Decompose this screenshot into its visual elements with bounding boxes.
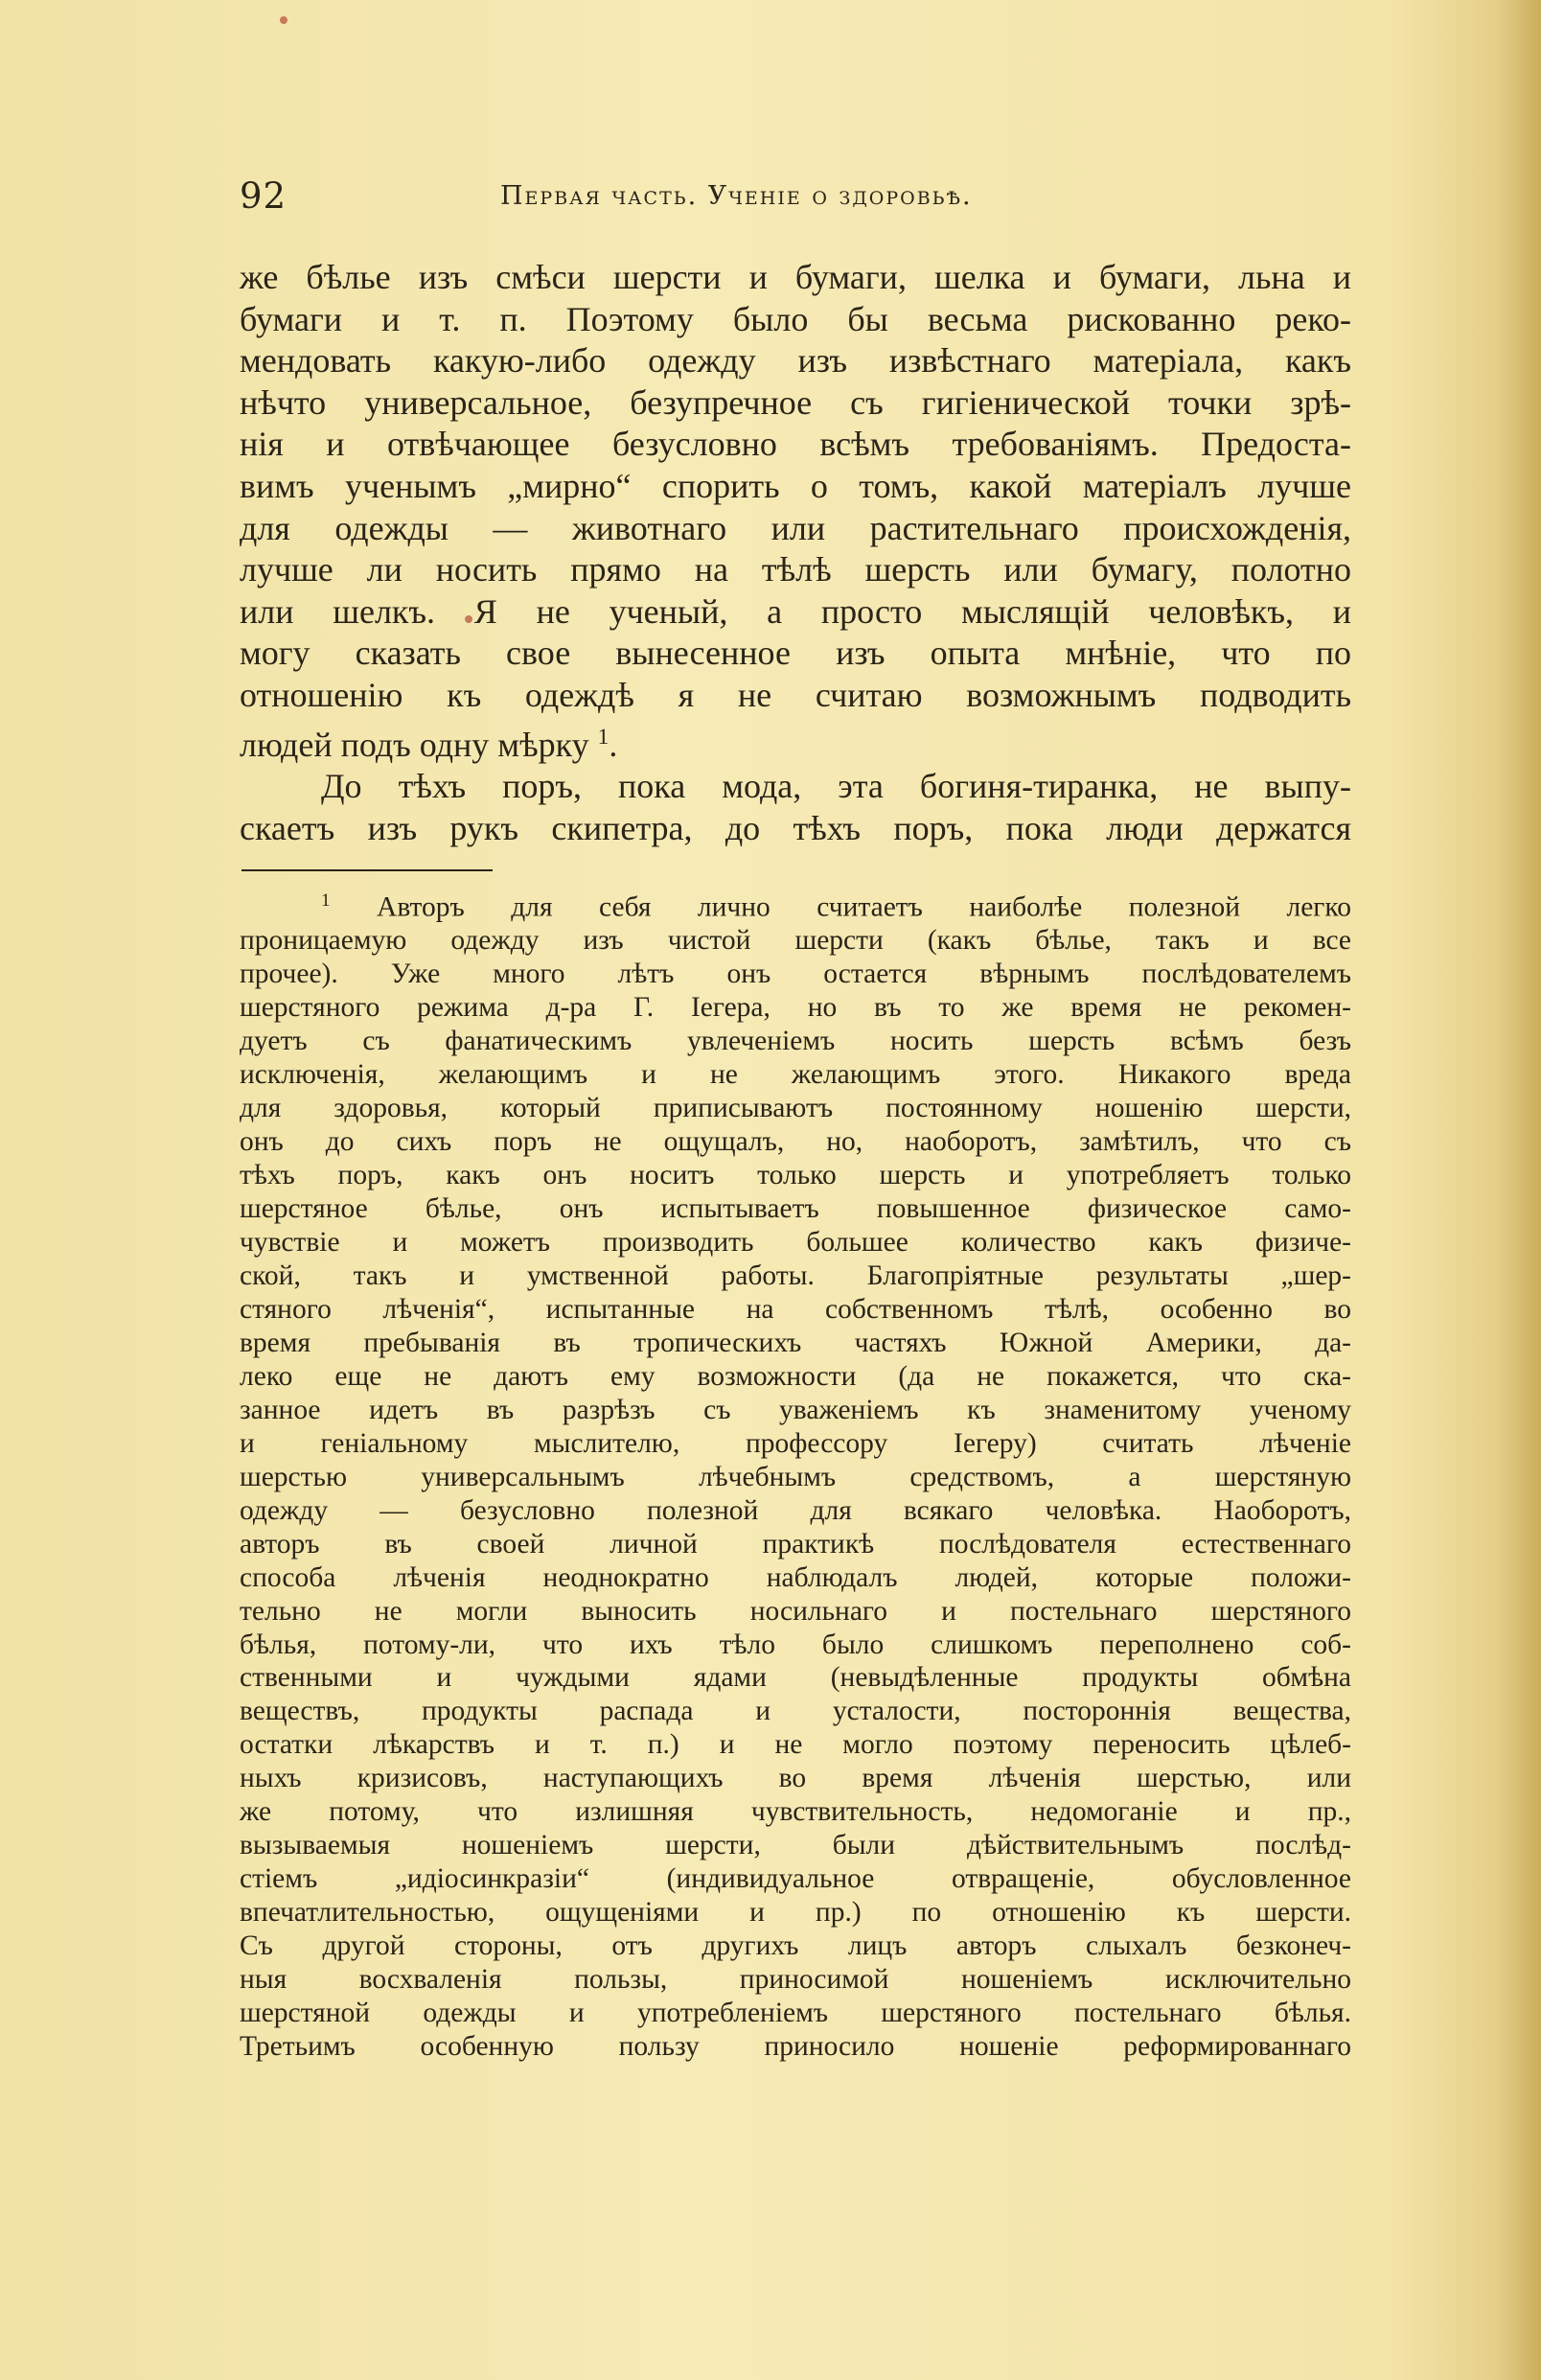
text-line-content: людей подъ одну мѣрку (240, 725, 589, 764)
footnote-line: шерстью универсальнымъ лѣчебнымъ средствомъ, а шерстяную (240, 1461, 1351, 1492)
page-blemish (280, 16, 288, 24)
footnote-line: шерстяной одежды и употребленіемъ шерстяного постельнаго бѣлья. (240, 1997, 1351, 2028)
footnote-line: Съ другой стороны, отъ другихъ лицъ авторъ слыхалъ безконеч- (240, 1930, 1351, 1962)
footnote-line: Третьимъ особенную пользу приносило ношеніе реформированнаго (240, 2030, 1351, 2062)
text-line: лучше ли носить прямо на тѣлѣ шерсть или бумагу, полотно (240, 550, 1351, 589)
text-line: мендовать какую-либо одежду изъ извѣстнаго матеріала, какъ (240, 341, 1351, 381)
footnote-line: одежду — безусловно полезной для всякаго человѣка. Наоборотъ, (240, 1494, 1351, 1526)
footnote-line: бѣлья, потому-ли, что ихъ тѣло было слишкомъ переполнено соб- (240, 1629, 1351, 1660)
text-line: вимъ ученымъ „мирно“ спорить о томъ, какой матеріалъ лучше (240, 466, 1351, 505)
text-line: До тѣхъ поръ, пока мода, эта богиня-тиранка, не выпу- (321, 766, 1351, 805)
footnote-line: стіемъ „идіосинкразіи“ (индивидуальное отвращеніе, обусловленное (240, 1863, 1351, 1895)
text-line: нѣчто универсальное, безупречное съ гигіенической точки зрѣ- (240, 382, 1351, 422)
page-number: 92 (240, 175, 288, 217)
footnote-line: леко еще не даютъ ему возможности (да не покажется, что ска- (240, 1360, 1351, 1392)
footnote-line: тельно не могли выносить носильнаго и постельнаго шерстяного (240, 1595, 1351, 1627)
footnote-line: исключенія, желающимъ и не желающимъ этого. Никакого вреда (240, 1059, 1351, 1091)
text-line-with-note-ref: людей подъ одну мѣрку $^1$. (240, 724, 618, 764)
text-line: бумаги и т. п. Поэтому было бы весьма рискованно реко- (240, 299, 1351, 338)
footnote-line: чувствіе и можетъ производить большее количество какъ физиче- (240, 1227, 1351, 1259)
footnote (240, 885, 1351, 2064)
text-line: или шелкъ. Я не ученый, а просто мыслящій человѣкъ, и (240, 591, 1351, 631)
footnote-line: время пребыванія въ тропическихъ частяхъ Южной Америки, да- (240, 1327, 1351, 1358)
footnote-line: ской, такъ и умственной работы. Благопріятные результаты „шер- (240, 1260, 1351, 1292)
page-header (240, 175, 1351, 223)
footnote-line: ныя восхваленія пользы, приносимой ношеніемъ исключительно (240, 1964, 1351, 1996)
footnote-line: проницаемую одежду изъ чистой шерсти (какъ бѣлье, такъ и все (240, 925, 1351, 957)
footnote-line: шерстяного режима д-ра Г. Іегера, но въ то же время не рекомен- (240, 992, 1351, 1024)
footnote-line: впечатлительностью, ощущеніями и пр.) по отношенію къ шерсти. (240, 1897, 1351, 1929)
footnote-line-content: Авторъ для себя лично считаетъ наиболѣе полезной легко (377, 891, 1351, 923)
footnote-line: для здоровья, который приписываютъ постоянному ношенію шерсти, (240, 1093, 1351, 1124)
footnote-line: авторъ въ своей личной практикѣ послѣдователя естественнаго (240, 1528, 1351, 1560)
footnote-line: шерстяное бѣлье, онъ испытываетъ повышенное физическое само- (240, 1193, 1351, 1225)
footnote-separator (242, 869, 493, 871)
footnote-line: онъ до сихъ поръ не ощущалъ, но, наоборотъ, замѣтилъ, что съ (240, 1126, 1351, 1158)
text-line: скаетъ изъ рукъ скипетра, до тѣхъ поръ, пока люди держатся (240, 808, 1351, 847)
text-line: отношенію къ одеждѣ я не считаю возможнымъ подводить (240, 675, 1351, 714)
footnote-line: ныхъ кризисовъ, наступающихъ во время лѣченія шерстью, или (240, 1763, 1351, 1794)
footnote-line: вызываемыя ношеніемъ шерсти, были дѣйствительнымъ послѣд- (240, 1830, 1351, 1861)
footnote-line: ственными и чуждыми ядами (невыдѣленные продукты обмѣна (240, 1662, 1351, 1694)
text-line: же бѣлье изъ смѣси шерсти и бумаги, шелка и бумаги, льна и (240, 258, 1351, 296)
footnote-line: стяного лѣченія“, испытанные на собственномъ тѣлѣ, особенно во (240, 1293, 1351, 1325)
text-line: для одежды — животнаго или растительнаго происхожденія, (240, 508, 1351, 547)
running-head: Первая часть. Ученіе о здоровьѣ. (500, 181, 973, 211)
footnote-line: дуетъ съ фанатическимъ увлеченіемъ носить шерсть всѣмъ безъ (240, 1026, 1351, 1057)
footnote-line: прочее). Уже много лѣтъ онъ остается вѣрнымъ послѣдователемъ (240, 959, 1351, 990)
footnote-line: тѣхъ поръ, какъ онъ носитъ только шерсть и употребляетъ только (240, 1160, 1351, 1191)
footnote-reference: 1 (597, 724, 610, 750)
text-line: нія и отвѣчающее безусловно всѣмъ требованіямъ. Предоста- (240, 425, 1351, 464)
footnote-line: остатки лѣкарствъ и т. п.) и не могло поэтому переносить цѣлеб- (240, 1729, 1351, 1761)
text-line: могу сказать свое вынесенное изъ опыта мнѣніе, что по (240, 634, 1351, 673)
footnote-line: занное идетъ въ разрѣзъ съ уваженіемъ къ знаменитому ученому (240, 1394, 1351, 1425)
footnote-first-line (240, 885, 1351, 924)
footnote-line: и геніальному мыслителю, профессору Іегеру) считать лѣченіе (240, 1427, 1351, 1459)
main-text (240, 257, 1351, 849)
footnote-marker: 1 (321, 890, 331, 911)
footnote-line: же потому, что излишняя чувствительность, недомоганіе и пр., (240, 1796, 1351, 1828)
footnote-line: способа лѣченія неоднократно наблюдалъ людей, которые положи- (240, 1561, 1351, 1593)
footnote-line: веществъ, продукты распада и усталости, постороннія вещества, (240, 1696, 1351, 1727)
